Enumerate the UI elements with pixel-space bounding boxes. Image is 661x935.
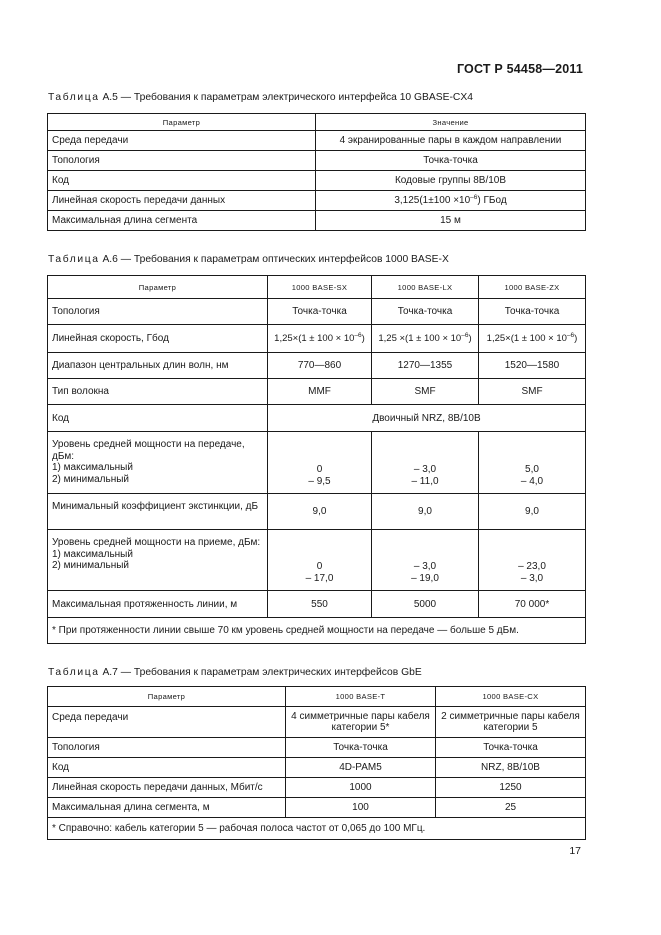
param-cell: Минимальный коэффициент экстинкции, дБ — [48, 494, 268, 530]
table-row — [48, 432, 586, 494]
value-base: 1,25 ×(1 ± 100 × 10 — [378, 333, 462, 344]
value-cell: SMF — [372, 379, 479, 405]
table-footnote: * При протяженности линии свыше 70 км уровень средней мощности на передаче — больше 5 дБм. — [48, 618, 586, 644]
table-header-row — [48, 687, 586, 707]
value-cell — [286, 707, 436, 738]
value-cell: Двоичный NRZ, 8B/10B — [268, 405, 586, 432]
value-tail: ) ГБод — [477, 195, 507, 206]
table-row — [48, 379, 586, 405]
value-cell — [436, 707, 586, 738]
value-base: 1,25×(1 ± 100 × 10 — [486, 333, 567, 344]
value-cell — [268, 432, 372, 494]
column-header: Значение — [316, 114, 586, 131]
value-tail: ) — [468, 333, 472, 344]
value-line: 5,0 — [525, 464, 539, 475]
value-cell — [372, 325, 479, 353]
value-line: – 4,0 — [520, 475, 544, 487]
value-line: – 9,5 — [308, 475, 331, 487]
table-row — [48, 778, 586, 798]
param-cell: Топология — [48, 738, 286, 758]
value-cell: 9,0 — [372, 494, 479, 530]
value-cell: 1250 — [436, 778, 586, 798]
value-line: категории 5* — [331, 722, 390, 733]
value-line: категории 5 — [483, 722, 538, 733]
value-line: – 3,0 — [413, 464, 437, 475]
value-cell: 15 м — [316, 211, 586, 231]
table-row — [48, 211, 586, 231]
document-standard-number: ГОСТ Р 54458—2011 — [456, 62, 583, 76]
table-row — [48, 798, 586, 818]
column-header: 1000 BASE-CX — [436, 687, 586, 707]
table-a5-caption — [48, 92, 473, 103]
value-base: 3,125(1±100 ×10 — [394, 195, 471, 206]
param-cell: Среда передачи — [48, 131, 316, 151]
value-cell: 4D-PAM5 — [286, 758, 436, 778]
value-cell — [316, 191, 586, 211]
value-line: – 3,0 — [520, 572, 544, 584]
param-cell: Линейная скорость передачи данных, Мбит/с — [48, 778, 286, 798]
value-cell — [479, 432, 586, 494]
column-header: 1000 BASE-T — [286, 687, 436, 707]
param-cell: Код — [48, 171, 316, 191]
caption-prefix: Таблица — [48, 667, 100, 678]
table-row — [48, 131, 586, 151]
param-subitem: 2) минимальный — [52, 560, 130, 571]
param-subitem: 1) максимальный — [52, 462, 133, 473]
param-cell: Максимальная длина сегмента — [48, 211, 316, 231]
column-header: Параметр — [48, 276, 268, 299]
param-cell — [48, 530, 268, 591]
value-cell: SMF — [479, 379, 586, 405]
value-cell: 70 000* — [479, 591, 586, 618]
column-header: 1000 BASE-SX — [268, 276, 372, 299]
table-a7 — [47, 686, 586, 840]
param-cell: Тип волокна — [48, 379, 268, 405]
value-cell: 9,0 — [479, 494, 586, 530]
value-exponent: –6 — [354, 332, 362, 339]
table-note-row — [48, 618, 586, 644]
value-line: 2 симметричные пары кабеля — [441, 710, 580, 722]
value-cell: 100 — [286, 798, 436, 818]
value-cell: NRZ, 8B/10B — [436, 758, 586, 778]
page-number: 17 — [569, 845, 581, 857]
table-row — [48, 591, 586, 618]
table-row — [48, 171, 586, 191]
value-cell: Точка-точка — [316, 151, 586, 171]
table-row — [48, 738, 586, 758]
table-row — [48, 494, 586, 530]
value-cell — [479, 325, 586, 353]
value-cell: 25 — [436, 798, 586, 818]
column-header: 1000 BASE-LX — [372, 276, 479, 299]
value-exponent: –6 — [461, 332, 469, 339]
caption-text: А.6 — Требования к параметрам оптических интерфейсов 1000 BASE-X — [99, 254, 449, 265]
param-cell: Код — [48, 405, 268, 432]
value-line: 4 симметричные пары кабеля — [291, 710, 430, 722]
table-header-row — [48, 114, 586, 131]
value-line: – 23,0 — [518, 561, 546, 572]
caption-prefix: Таблица — [48, 92, 100, 103]
value-line: 0 — [316, 464, 323, 475]
param-cell — [48, 432, 268, 494]
value-cell: 770—860 — [268, 353, 372, 379]
table-row — [48, 151, 586, 171]
param-cell: Топология — [48, 299, 268, 325]
column-header: Параметр — [48, 687, 286, 707]
table-row — [48, 530, 586, 591]
table-row — [48, 758, 586, 778]
param-cell: Код — [48, 758, 286, 778]
value-tail: ) — [361, 333, 365, 344]
table-a5 — [47, 113, 586, 231]
value-line: – 17,0 — [305, 572, 334, 584]
caption-prefix: Таблица — [48, 254, 100, 265]
param-cell: Линейная скорость, Гбод — [48, 325, 268, 353]
table-row — [48, 707, 586, 738]
value-cell: 1270—1355 — [372, 353, 479, 379]
value-cell: MMF — [268, 379, 372, 405]
column-header: Параметр — [48, 114, 316, 131]
param-cell: Максимальная длина сегмента, м — [48, 798, 286, 818]
param-cell: Топология — [48, 151, 316, 171]
param-subitem: 2) минимальный — [52, 473, 130, 485]
param-cell: Диапазон центральных длин волн, нм — [48, 353, 268, 379]
value-cell — [479, 530, 586, 591]
value-cell: 1000 — [286, 778, 436, 798]
table-footnote: * Справочно: кабель категории 5 — рабочая полоса частот от 0,065 до 100 МГц. — [48, 818, 586, 840]
caption-text: А.5 — Требования к параметрам электрического интерфейса 10 GBASE-CX4 — [99, 92, 473, 103]
caption-text: А.7 — Требования к параметрам электрических интерфейсов GbE — [99, 667, 422, 678]
table-header-row — [48, 276, 586, 299]
table-a7-caption — [48, 667, 422, 678]
param-subitem: 1) максимальный — [52, 548, 133, 560]
value-cell — [268, 530, 372, 591]
table-row — [48, 325, 586, 353]
table-row — [48, 405, 586, 432]
param-title: Уровень средней мощности на передаче, дБм: — [52, 439, 245, 462]
value-cell: Точка-точка — [286, 738, 436, 758]
param-cell: Среда передачи — [48, 707, 286, 738]
table-a6-caption — [48, 254, 449, 265]
param-cell: Линейная скорость передачи данных — [48, 191, 316, 211]
value-cell — [268, 325, 372, 353]
value-tail: ) — [574, 333, 578, 344]
table-row — [48, 353, 586, 379]
value-cell — [372, 432, 479, 494]
value-line: – 11,0 — [411, 475, 439, 487]
table-a6 — [47, 275, 586, 644]
value-cell: 5000 — [372, 591, 479, 618]
value-cell: Кодовые группы 8B/10B — [316, 171, 586, 191]
value-cell: 550 — [268, 591, 372, 618]
table-row — [48, 191, 586, 211]
param-title: Уровень средней мощности на приеме, дБм: — [52, 537, 261, 548]
value-cell: 1520—1580 — [479, 353, 586, 379]
value-cell: Точка-точка — [268, 299, 372, 325]
table-note-row — [48, 818, 586, 840]
value-line: – 19,0 — [411, 572, 439, 584]
value-line: 0 — [316, 561, 323, 572]
value-line: – 3,0 — [413, 561, 437, 572]
column-header: 1000 BASE-ZX — [479, 276, 586, 299]
value-cell: Точка-точка — [479, 299, 586, 325]
value-base: 1,25×(1 ± 100 × 10 — [274, 333, 355, 344]
param-cell: Максимальная протяженность линии, м — [48, 591, 268, 618]
table-row — [48, 299, 586, 325]
value-cell: 9,0 — [268, 494, 372, 530]
value-cell — [372, 530, 479, 591]
value-cell: Точка-точка — [436, 738, 586, 758]
value-exponent: –6 — [566, 332, 575, 339]
value-exponent: –6 — [470, 194, 478, 201]
value-cell: Точка-точка — [372, 299, 479, 325]
value-cell: 4 экранированные пары в каждом направлении — [316, 131, 586, 151]
